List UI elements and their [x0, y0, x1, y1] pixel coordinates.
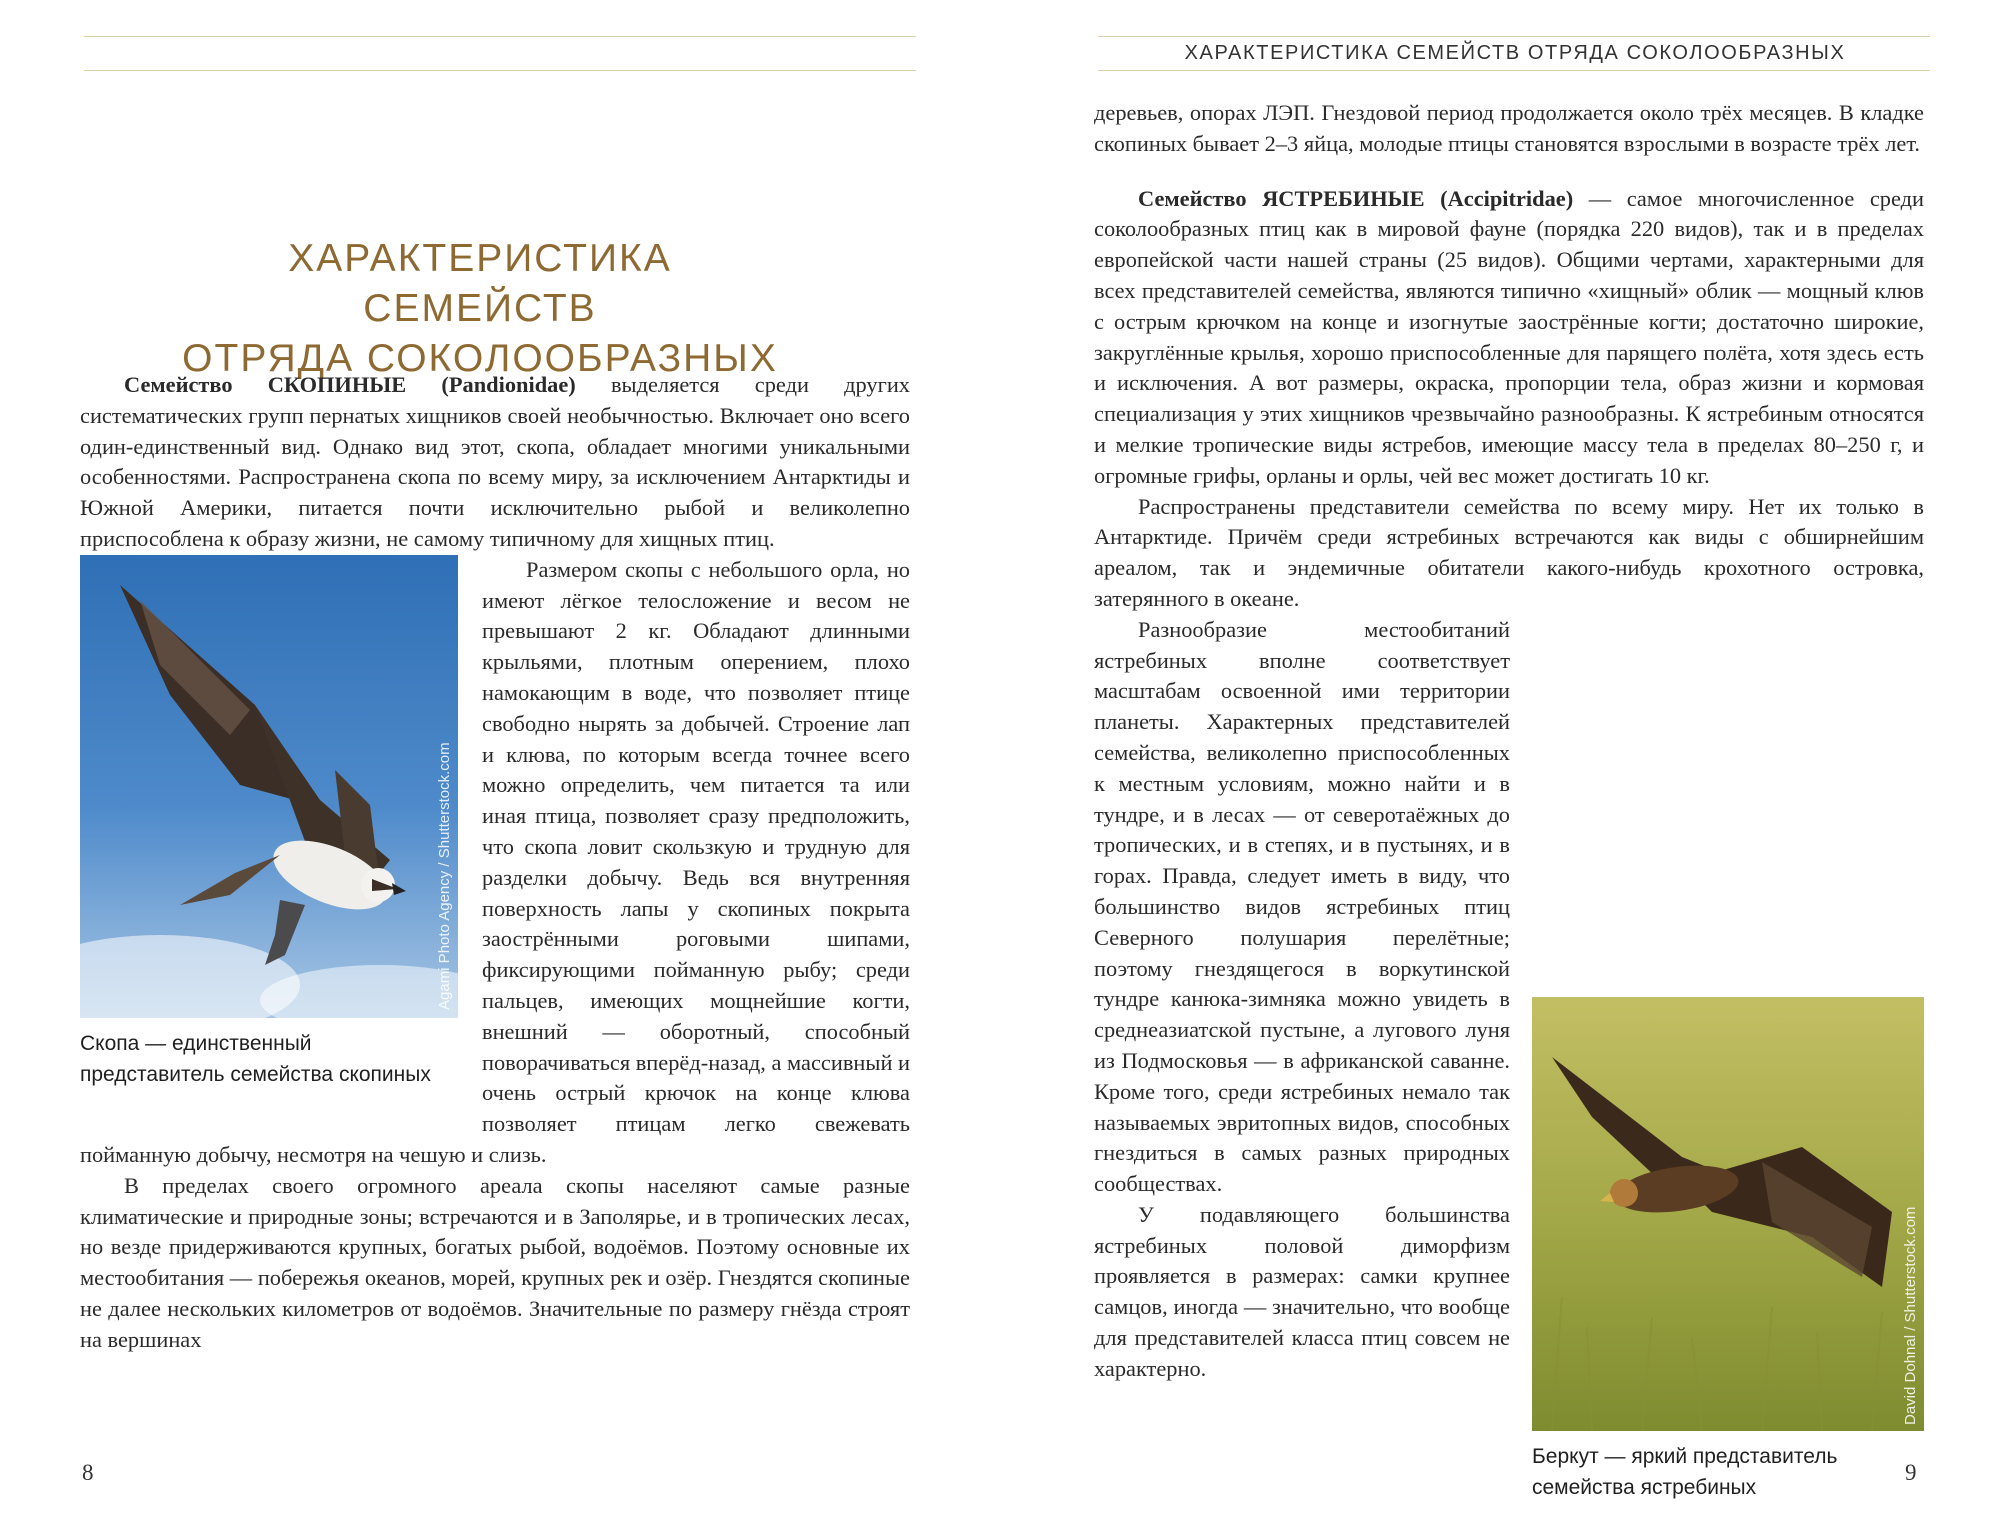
- osprey-continuation-paragraph: деревьев, опорах ЛЭП. Гнездовой период продолжается около трёх месяцев. В кладке скопиных бывает 2–3 яйца, молодые птицы становятся взрослыми в возрасте трёх лет.: [1094, 100, 1924, 156]
- osprey-habitat-paragraph: В пределах своего огромного ареала скопы населяют самые разные климатические и природные зоны; встречаются и в Заполярье, и в тропических лесах, но везде придерживаются крупных, богатых рыбой, водоёмов. Поэтому основные их местообитания — побережья океанов, морей, крупных рек и озёр. Гнездятся скопиные не далее нескольких километров от водоёмов. Значительные по размеру гнёзда строят на вершинах: [80, 1172, 910, 1352]
- accipitridae-distribution-paragraph: Распространены представители семейства по всему миру. Нет их только в Антарктиде. Причём среди ястребиных встречаются как виды с обширнейшим ареалом, так и эндемичные обитатели какого-нибудь крохотного островка, затерянного в океане.: [1094, 493, 1924, 611]
- running-title: ХАРАКТЕРИСТИКА СЕМЕЙСТВ ОТРЯДА СОКОЛООБРАЗНЫХ: [1184, 42, 1846, 64]
- osprey-photo: [80, 555, 458, 1018]
- osprey-figure: [80, 555, 458, 1115]
- accipitridae-dimorphism-paragraph: У подавляющего большинства ястребиных половой диморфизм проявляется в размерах: самки крупнее самцов, иногда — значительно, что вообще для представителей класса птиц совсем не характерно.: [1094, 1201, 1510, 1381]
- osprey-family-name: Семейство СКОПИНЫЕ (Pandionidae): [124, 372, 576, 397]
- osprey-intro-paragraph: Семейство СКОПИНЫЕ (Pandionidae) выделяется среди других систематических групп пернатых хищников своей необычностью. Включает оно всего один-единственный вид. Однако вид этот, скопа, обладает многими уникальными особенностями. Распространена скопа по всему миру, за исключением Антарктиды и Южной Америки, питается почти исключительно рыбой и великолепно приспособлена к образу жизни, не самому типичному для хищных птиц.: [80, 372, 910, 551]
- page-number-left: 8: [82, 1460, 94, 1485]
- osprey-photo-credit: Agami Photo Agency / Shutterstock.com: [436, 742, 453, 1010]
- accipitridae-family-name: Семейство ЯСТРЕБИНЫЕ (Accipitridae): [1138, 185, 1574, 211]
- right-header-rule-bottom: [1098, 70, 1930, 71]
- left-header-rule-bottom: [84, 70, 916, 71]
- osprey-description-paragraph: Размером скопы с небольшого орла, но имеют лёгкое телосложение и весом не превышают 2 кг. Обладают длинными крыльями, плотным оперением, плохо намокающим в воде, что позволяет птице свободно нырять за добычей. Строение лап и клюва, по которым всегда точнее всего можно определить, чем питается та или иная птица, позволяет сразу предположить, что скопа ловит скользкую и трудную для разделки добычу. Ведь вся внутренняя поверхность лапы у скопиных покрыта заострёнными роговыми шипами, фиксирующими пойманную рыбу; среди пальцев, имеющих мощнейшие когти, внешний — оборотный, способный поворачиваться вперёд-назад, а массивный и очень острый крючок на конце клюва позволяет птицам легко свежевать пойманную добычу, несмотря на чешую и слизь.: [80, 556, 911, 1167]
- chapter-title-line-2: ОТРЯДА СОКОЛООБРАЗНЫХ: [182, 337, 778, 380]
- chapter-title-line-1: ХАРАКТЕРИСТИКА СЕМЕЙСТВ: [288, 237, 672, 330]
- left-header-rule-top: [84, 36, 916, 37]
- osprey-caption: Скопа — единственный представитель семейства скопиных: [80, 1031, 431, 1086]
- golden-eagle-figure: [1532, 997, 1924, 1532]
- osprey-photo-icon: [80, 555, 458, 1018]
- golden-eagle-caption: Беркут — яркий представитель семейства ястребиных: [1532, 1444, 1838, 1499]
- accipitridae-habitats-paragraph: Разнообразие местообитаний ястребиных вполне соответствует масштабам освоенной ими территории планеты. Характерных представителей семейства, великолепно приспособленных к местным условиям, можно найти и в тундре, и в лесах — от северотаёжных до тропических, и в степях, и в пустынях, и в горах. Правда, следует иметь в виду, что большинство видов ястребиных птиц Северного полушария перелётные; поэтому гнездящегося в воркутинской тундре канюка-зимняка можно увидеть в среднеазиатской пустыне, а лугового луня из Подмосковья — в африканской саванне. Кроме того, среди ястребиных немало так называемых эвритопных видов, способных гнездиться в самых разных природных сообществах.: [1094, 616, 1510, 1197]
- accipitridae-intro-paragraph: Семейство ЯСТРЕБИНЫЕ (Accipitridae) — самое многочисленное среди соколообразных птиц как в мировой фауне (порядка 220 видов), так и в пределах европейской части нашей страны (25 видов). Общими чертами, характерными для всех представителей семейства, являются типично «хищный» облик — мощный клюв с острым крючком на конце и изогнутые заострённые когти; достаточно широкие, закруглённые крылья, хорошо приспособленные для парящего полёта, хотя здесь есть и исключения. А вот размеры, окраска, пропорции тела, образ жизни и кормовая специализация у этих хищников чрезвычайно разнообразны. К ястребиным относятся и мелкие тропические виды ястребов, имеющие массу тела в пределах 80–250 г, и огромные грифы, орланы и орлы, чей вес может достигать 10 кг.: [1094, 185, 1924, 488]
- page-number-right: 9: [1905, 1460, 1917, 1485]
- golden-eagle-photo-icon: [1532, 997, 1924, 1431]
- chapter-title: [170, 234, 790, 384]
- golden-eagle-photo: [1532, 997, 1924, 1431]
- left-page-body: [80, 370, 910, 1356]
- golden-eagle-photo-credit: David Dohnal / Shutterstock.com: [1902, 1206, 1919, 1425]
- right-header-rule-top: [1098, 36, 1930, 37]
- right-page-body: [1094, 98, 1924, 1532]
